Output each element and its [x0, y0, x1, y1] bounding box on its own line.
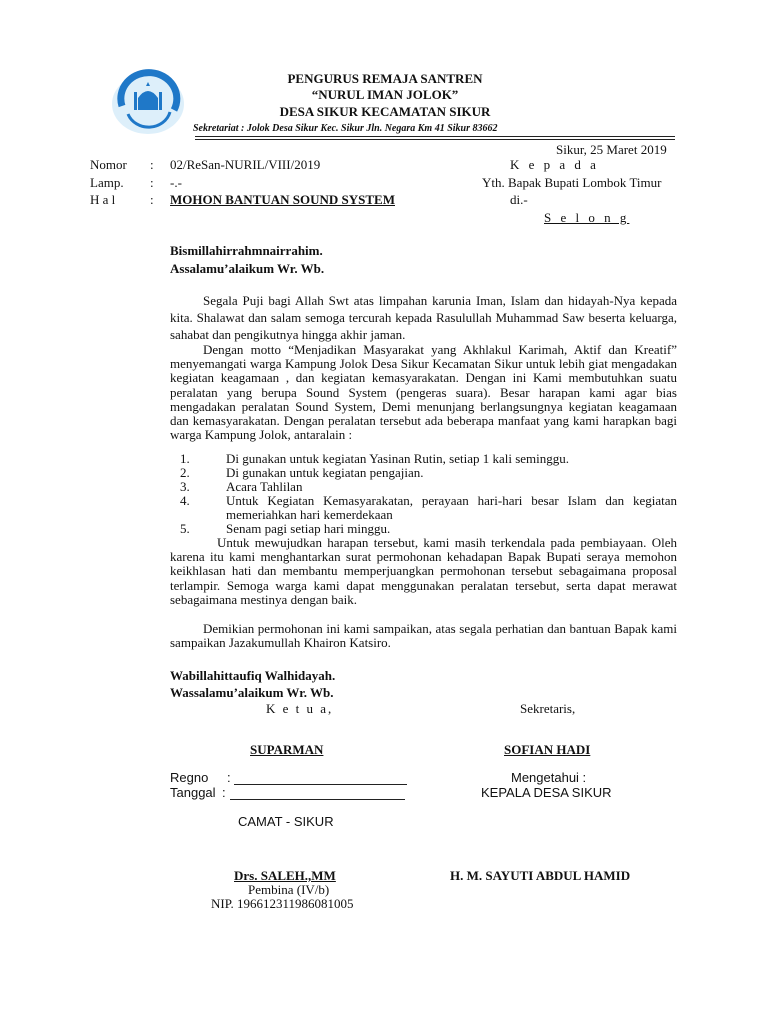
- camat-name: Drs. SALEH.,MM: [234, 868, 336, 883]
- greeting-bismillah: Bismillahirrahmnairrahim.: [170, 243, 323, 258]
- body-paragraph-1: Segala Puji bagi Allah Swt atas limpahan karunia Iman, Islam dan hidayah-Nya kepada kita. Shalawat dan salam semoga tercurah kepada Rasulullah Muhammad Saw beserta keluarga, sahabat dan pengikutnya hingga akhir jaman.: [170, 293, 677, 342]
- header-village: DESA SIKUR KECAMATAN SIKUR: [279, 104, 491, 119]
- header-divider: [195, 136, 675, 137]
- header-organization: PENGURUS REMAJA SANTREN: [287, 71, 483, 86]
- header-divider-thin: [195, 139, 675, 140]
- ketua-name: SUPARMAN: [250, 742, 324, 757]
- hal-colon: :: [150, 192, 154, 207]
- regno-line: [234, 784, 407, 785]
- body-paragraph-2: Dengan motto “Menjadikan Masyarakat yang Akhlakul Karimah, Aktif dan Kreatif” menyemangati warga Kampung Jolok Desa Sikur Kecamatan Sikur untuk lebih giat mengadakan kegiatan keagamaan , dan kegiatan kemasyarakatan. Dengan ini Kami membutuhkan suatu peralatan yang berupa Sound System (pengeras suara). Besar harapan kami agar bias mengadakan peralatan Sound System, Demi menunjang berlangsungnya kegiatan keagamaan dan kemasyarakatan. Dengan peralatan tersebut ada beberapa manfaat yang kami harapkan bagi warga Kampung Jolok, antaralain :: [170, 342, 677, 443]
- recipient-place: S e l o n g: [544, 210, 630, 225]
- closing-line-2: Wassalamu’alaikum Wr. Wb.: [170, 685, 334, 700]
- greeting-salam: Assalamu’alaikum Wr. Wb.: [170, 261, 325, 276]
- tanggal-colon: :: [222, 785, 226, 800]
- kepala-desa-name: H. M. SAYUTI ABDUL HAMID: [450, 868, 631, 883]
- camat-rank: Pembina (IV/b): [248, 882, 330, 897]
- recipient-di: di.-: [510, 192, 528, 207]
- regno-label: Regno: [170, 770, 209, 785]
- body-paragraph-3: Untuk mewujudkan harapan tersebut, kami masih terkendala pada pembiayaan. Oleh karena itu kami menghantarkan surat permohonan kehadapan Bapak Bupati seraya memohon keikhlasan hati dan membantu memperjuangkan permohonan tersebut sebagaimana proposal terlampir. Semoga warga kami dapat menggunakan peralatan tersebut, serta dapat merawat sebagaimana mestinya dengan baik.: [170, 535, 677, 607]
- hal-label: H a l: [90, 192, 116, 207]
- lamp-colon: :: [150, 175, 154, 190]
- recipient-kepada: K e p a d a: [510, 157, 599, 172]
- ketua-label: K e t u a,: [266, 701, 334, 716]
- nomor-label: Nomor: [90, 157, 127, 172]
- mengetahui-label: Mengetahui :: [511, 770, 587, 785]
- organization-logo: [108, 66, 188, 138]
- closing-line-1: Wabillahittaufiq Walhidayah.: [170, 668, 336, 683]
- camat-label: CAMAT - SIKUR: [238, 814, 334, 829]
- nomor-value: 02/ReSan-NURIL/VIII/2019: [170, 157, 321, 172]
- lamp-label: Lamp.: [90, 175, 124, 190]
- letter-date: Sikur, 25 Maret 2019: [556, 142, 667, 157]
- body-paragraph-4: Demikian permohonan ini kami sampaikan, atas segala perhatian dan bantuan Bapak kami sampaikan Jazakumullah Khairon Katsiro.: [170, 621, 677, 651]
- tanggal-label: Tanggal: [170, 785, 216, 800]
- tanggal-line: [230, 799, 405, 800]
- header-group-name: “NURUL IMAN JOLOK”: [311, 87, 459, 102]
- regno-colon: :: [227, 770, 231, 785]
- header-secretariat: Sekretariat : Jolok Desa Sikur Kec. Sikur Jln. Negara Km 41 Sikur 83662: [193, 123, 498, 134]
- hal-value: MOHON BANTUAN SOUND SYSTEM: [170, 192, 395, 207]
- kepala-desa-label: KEPALA DESA SIKUR: [481, 785, 612, 800]
- lamp-value: -.-: [170, 175, 182, 190]
- camat-nip: NIP. 196612311986081005: [211, 896, 354, 911]
- nomor-colon: :: [150, 157, 154, 172]
- sekretaris-name: SOFIAN HADI: [504, 742, 591, 757]
- recipient-yth: Yth. Bapak Bupati Lombok Timur: [482, 175, 662, 190]
- sekretaris-label: Sekretaris,: [520, 701, 576, 716]
